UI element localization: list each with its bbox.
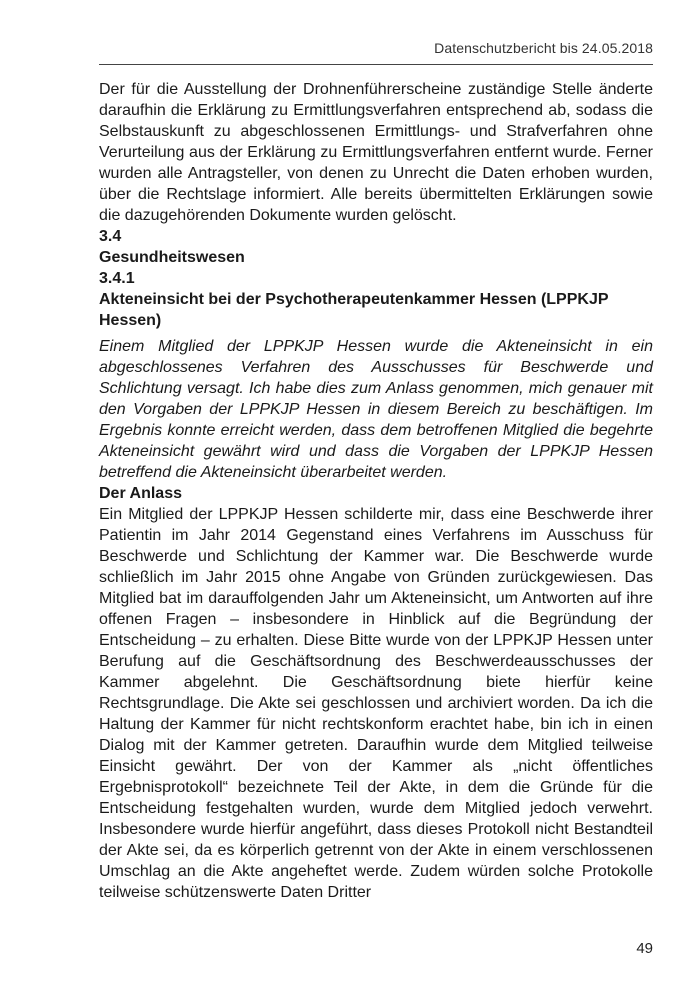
summary-paragraph: Einem Mitglied der LPPKJP Hessen wurde die Akteneinsicht in ein abgeschlossenes Verfahren des Ausschusses für Beschwerde und Schlichtung versagt. Ich habe dies zum Anlass genommen, mich genauer mit den Vorgaben der LPPKJP Hessen in diesem Bereich zu beschäftigen. Im Ergebnis konnte erreicht werden, dass dem betroffenen Mitglied die begehrte Akteneinsicht gewährt wird und dass die Vorgaben der LPPKJP Hessen betreffend die Akteneinsicht überarbeitet werden. (99, 338, 653, 481)
page-number: 49 (636, 940, 653, 957)
section-number: 3.4 (99, 228, 122, 245)
anlass-body: Ein Mitglied der LPPKJP Hessen schilderte mir, dass eine Beschwerde ihrer Patientin im Jahr 2014 Gegenstand eines Verfahrens im Ausschuss für Beschwerde und Schlichtung der Kammer war. Die Beschwerde wurde schließlich im Jahr 2015 ohne Angabe von Gründen zurückgewiesen. Das Mitglied bat im darauffolgenden Jahr um Akteneinsicht, um Antworten auf ihre offenen Fragen – insbesondere in Hinblick auf die Begründung der Entscheidung – zu erhalten. Diese Bitte wurde von der LPPKJP Hessen unter Berufung auf die Geschäftsordnung des Beschwerdeausschusses der Kammer abgelehnt. Die Geschäftsordnung biete hierfür keine Rechtsgrundlage. Die Akte sei geschlossen und archiviert worden. Da ich die Haltung der Kammer für nicht rechtskonform erachtet habe, bin ich in einen Dialog mit der Kammer getreten. Daraufhin wurde dem Mitglied teilweise Einsicht gewährt. Der von der Kammer als „nicht öffentliches Ergebnisprotokoll“ bezeichnete Teil der Akte, in dem die Gründe für die Entscheidung festgehalten wurden, wurde dem Mitglied jedoch verwehrt. Insbesondere wurde hierfür angeführt, dass dieses Protokoll nicht Bestandteil der Akte sei, da es körperlich getrennt von der Akte in einem verschlossenen Umschlag an die Akte angeheftet werde. Zudem würden solche Protokolle teilweise schützenswerte Daten Dritter (99, 506, 653, 901)
anlass-heading: Der Anlass (99, 485, 182, 502)
page-content (99, 79, 653, 903)
section-title: Gesundheitswesen (99, 249, 245, 266)
subsection-number: 3.4.1 (99, 270, 135, 287)
subsection-title: Akteneinsicht bei der Psychotherapeutenkammer Hessen (LPPKJP Hessen) (99, 291, 609, 329)
intro-paragraph: Der für die Ausstellung der Drohnenführerscheine zuständige Stelle änderte daraufhin die Erklärung zu Ermittlungsverfahren entsprechend ab, sodass die Selbstauskunft zu abgeschlossenen Ermittlungs- und Strafverfahren ohne Verurteilung aus der Erklärung zu Ermittlungsverfahren entfernt wurde. Ferner wurden alle Antragsteller, von denen zu Unrecht die Daten erhoben wurden, über die Rechtslage informiert. Alle bereits übermittelten Erklärungen sowie die dazugehörenden Dokumente wurden gelöscht. (99, 81, 653, 224)
running-header: Datenschutzbericht bis 24.05.2018 (434, 40, 653, 56)
header-rule (99, 64, 653, 65)
